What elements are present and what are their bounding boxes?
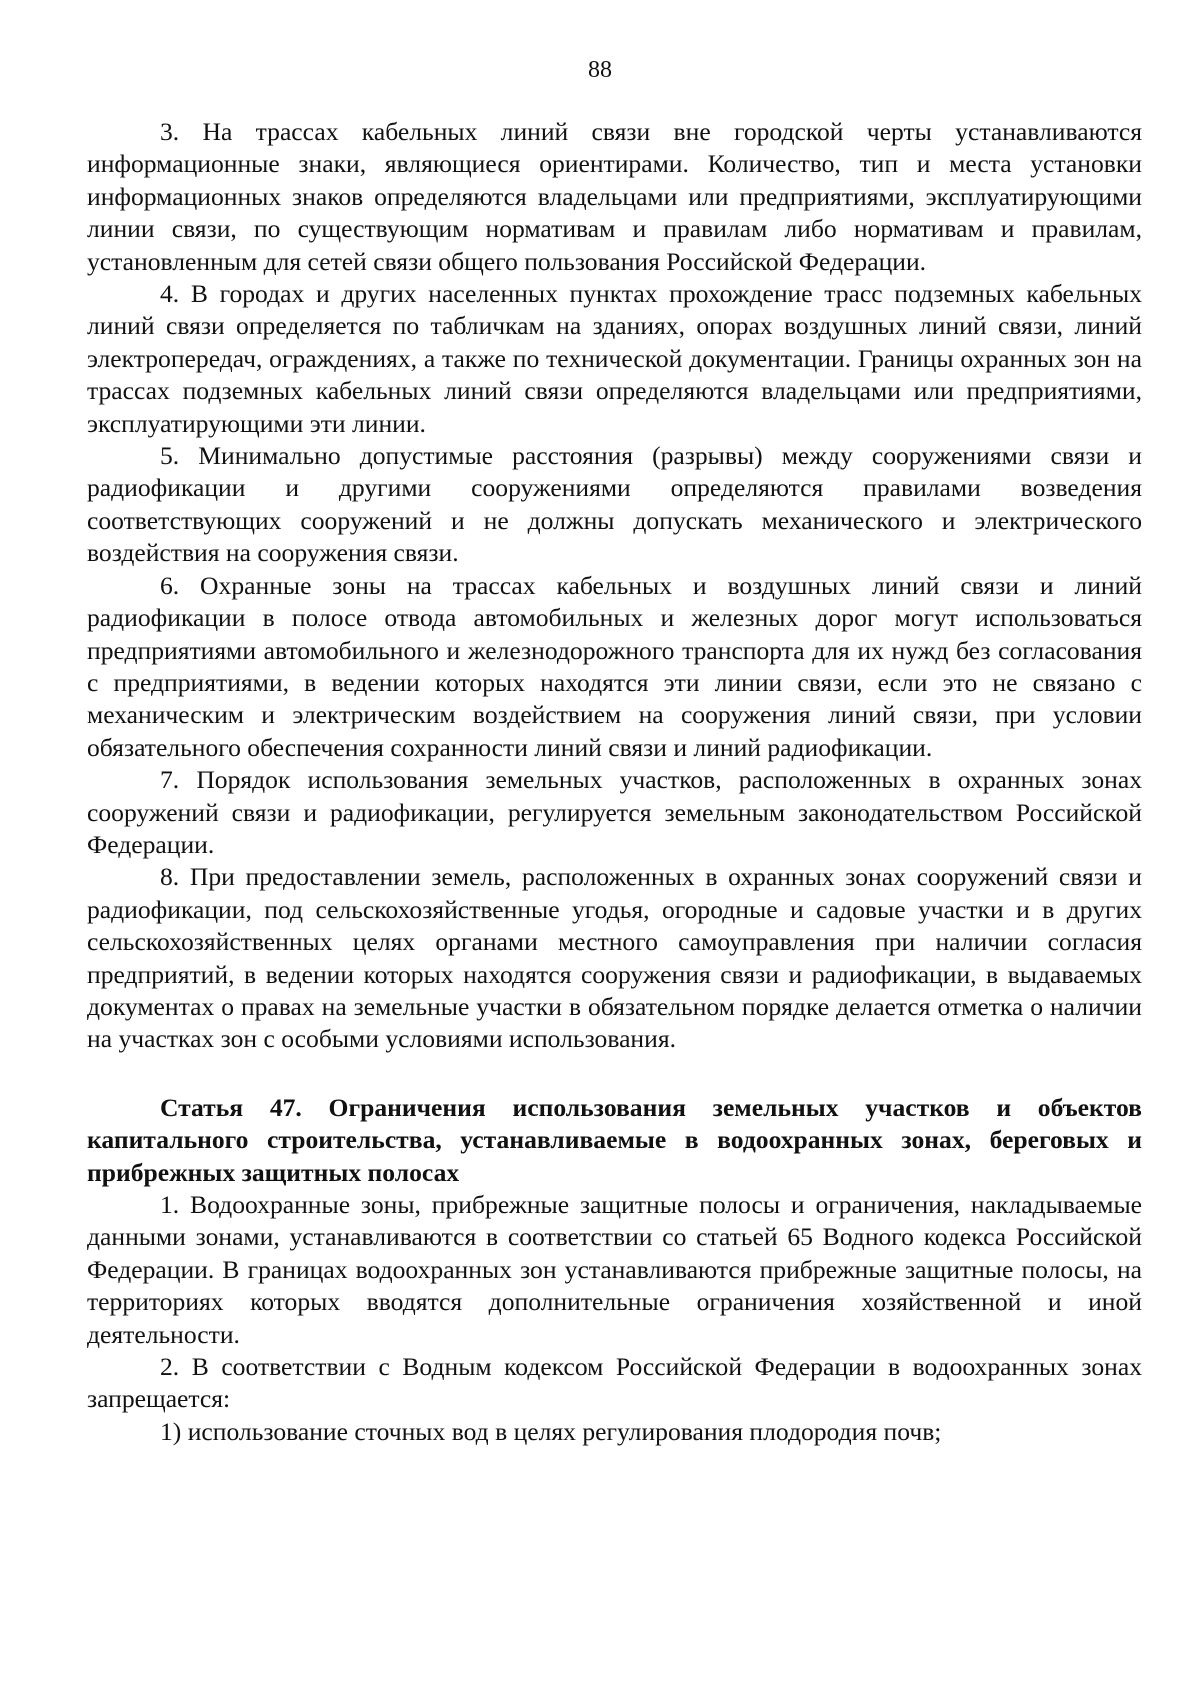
paragraph-item-7: 7. Порядок использования земельных участков, расположенных в охранных зонах сооружений связи и радиофикации, регулируется земельным законодательством Российской Федерации. — [87, 765, 1142, 859]
paragraph-item-5: 5. Минимально допустимые расстояния (разрывы) между сооружениями связи и радиофикации и другими сооружениями определяются правилами возведения соответствующих сооружений и не должны допускать механического и электрического воздействия на сооружения связи. — [87, 441, 1142, 568]
paragraph-item-6: 6. Охранные зоны на трассах кабельных и воздушных линий связи и линий радиофикации в полосе отвода автомобильных и железных дорог могут использоваться предприятиями автомобильного и железнодорожного транспорта для их нужд без согласования с предприятиями, в ведении которых находятся эти линии связи, если это не связано с механическим и электрическим воздействием на сооружения линий связи, при условии обязательного обеспечения сохранности линий связи и линий радиофикации. — [87, 570, 1142, 762]
paragraph-item-4: 4. В городах и других населенных пунктах прохождение трасс подземных кабельных линий связи определяется по табличкам на зданиях, опорах воздушных линий связи, линий электропередач, ограждениях, а также по технической документации. Границы охранных зон на трассах подземных кабельных линий связи определяются владельцами или предприятиями, эксплуатирующими эти линии. — [87, 279, 1142, 438]
page-number: 88 — [588, 57, 612, 83]
article-47-list-item-1: 1) использование сточных вод в целях регулирования плодородия почв; — [160, 1416, 942, 1446]
paragraph-item-3: 3. На трассах кабельных линий связи вне городской черты устанавливаются информационные знаки, являющиеся ориентирами. Количество, тип и места установки информационных знаков определяются владельцами или предприятиями, эксплуатирующими линии связи, по существующим нормативам и правилам либо нормативам и правилам, установленным для сетей связи общего пользования Российской Федерации. — [87, 117, 1142, 276]
article-47-paragraph-1: 1. Водоохранные зоны, прибрежные защитные полосы и ограничения, накладываемые данными зонами, устанавливаются в соответствии со статьей 65 Водного кодекса Российской Федерации. В границах водоохранных зон устанавливаются прибрежные защитные полосы, на территориях которых вводятся дополнительные ограничения хозяйственной и иной деятельности. — [87, 1190, 1142, 1349]
article-47-paragraph-2: 2. В соответствии с Водным кодексом Российской Федерации в водоохранных зонах запрещается: — [87, 1352, 1142, 1414]
article-47-heading: Статья 47. Ограничения использования земельных участков и объектов капитального строительства, устанавливаемые в водоохранных зонах, береговых и прибрежных защитных полосах — [87, 1092, 1142, 1187]
paragraph-item-8: 8. При предоставлении земель, расположенных в охранных зонах сооружений связи и радиофикации, под сельскохозяйственные угодья, огородные и садовые участки и в других сельскохозяйственных целях органами местного самоуправления при наличии согласия предприятий, в ведении которых находятся сооружения связи и радиофикации, в выдаваемых документах о правах на земельные участки в обязательном порядке делается отметка о наличии на участках зон с особыми условиями использования. — [87, 862, 1142, 1054]
page-content — [87, 116, 1142, 1448]
